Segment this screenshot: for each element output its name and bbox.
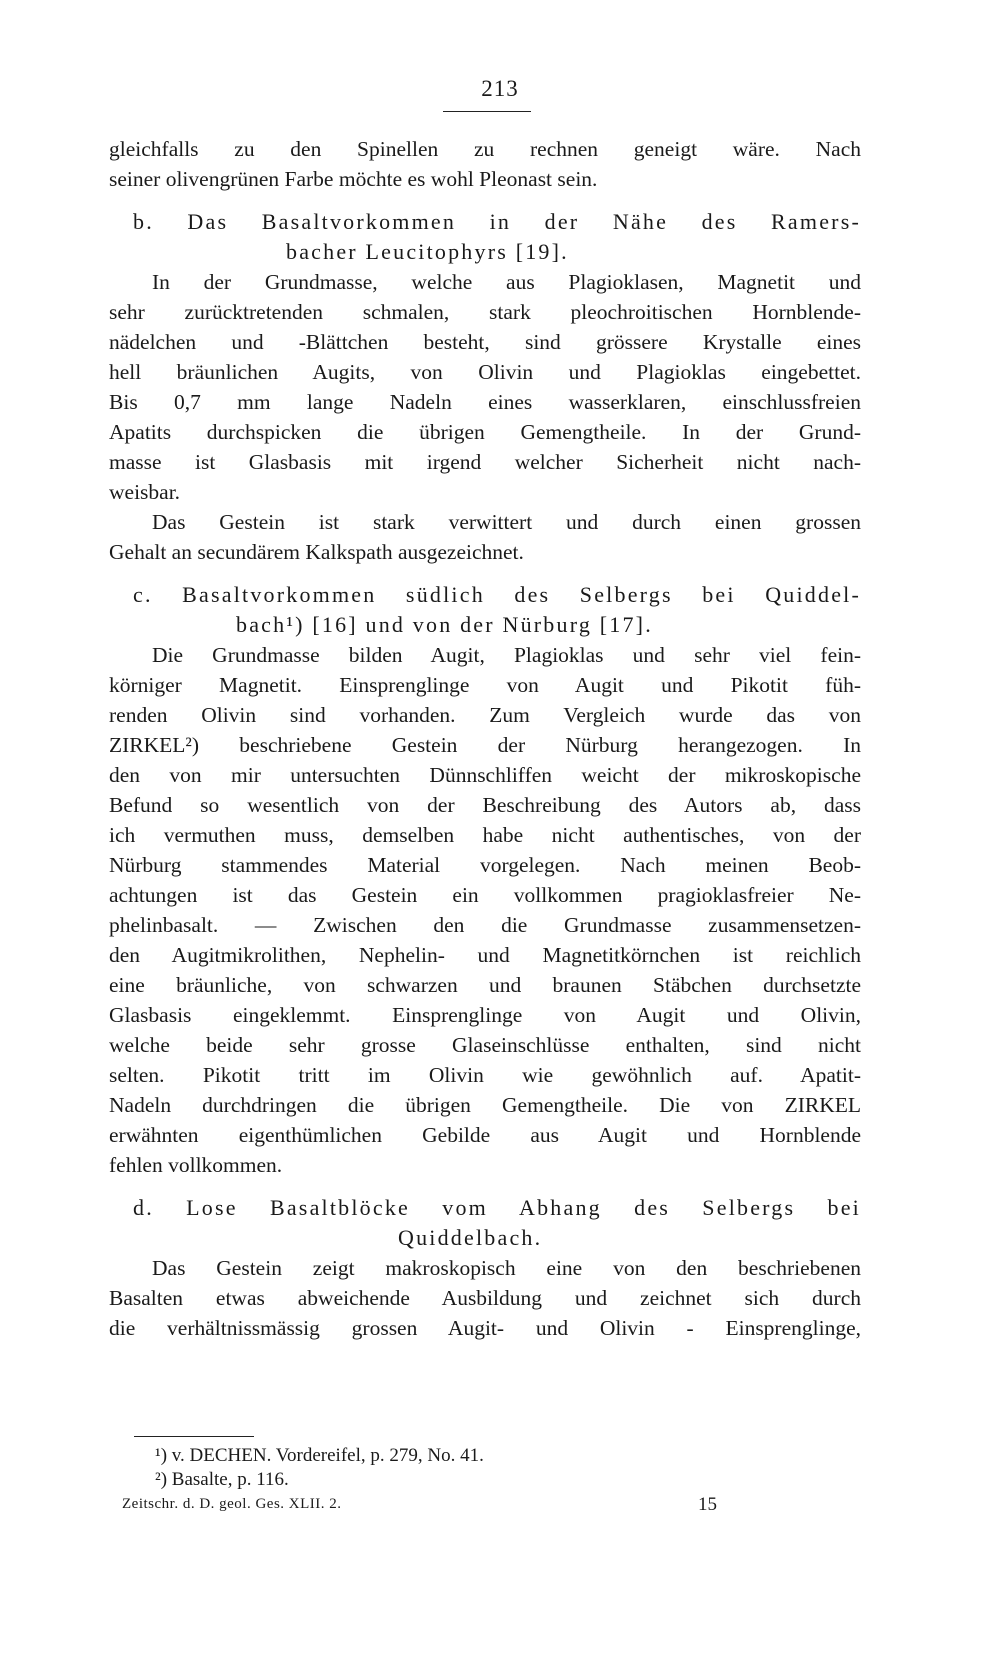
footnote-rule <box>134 1436 254 1437</box>
text-line: den Augitmikrolithen, Nephelin- und Magnetitkörnchen ist reichlich <box>109 943 861 967</box>
section-heading-d: d. Lose Basaltblöcke vom Abhang des Selbergs bei <box>133 1195 861 1220</box>
text-line: Nadeln durchdringen die übrigen Gemengtheile. Die von ZIRKEL <box>109 1093 861 1117</box>
text-line: ZIRKEL²) beschriebene Gestein der Nürburg herangezogen. In <box>109 733 861 757</box>
text-line: selten. Pikotit tritt im Olivin wie gewöhnlich auf. Apatit- <box>109 1063 861 1087</box>
text-line: hell bräunlichen Augits, von Olivin und Plagioklas eingebettet. <box>109 360 861 384</box>
paragraph-indent-line: Die Grundmasse bilden Augit, Plagioklas und sehr viel fein- <box>152 643 861 667</box>
section-heading-c: c. Basaltvorkommen südlich des Selbergs bei Quiddel- <box>133 582 861 607</box>
text-line: Gehalt an secundärem Kalkspath ausgezeichnet. <box>109 540 524 564</box>
text-line: Bis 0,7 mm lange Nadeln eines wasserklaren, einschlussfreien <box>109 390 861 414</box>
text-line: Befund so wesentlich von der Beschreibung des Autors ab, dass <box>109 793 861 817</box>
text-line: Glasbasis eingeklemmt. Einsprenglinge von Augit und Olivin, <box>109 1003 861 1027</box>
paragraph-indent-line: In der Grundmasse, welche aus Plagioklasen, Magnetit und <box>152 270 861 294</box>
text-line: phelinbasalt. — Zwischen den die Grundmasse zusammensetzen- <box>109 913 861 937</box>
journal-signature: Zeitschr. d. D. geol. Ges. XLII. 2. <box>122 1496 342 1512</box>
text-line: erwähnten eigenthümlichen Gebilde aus Augit und Hornblende <box>109 1123 861 1147</box>
text-line: ich vermuthen muss, demselben habe nicht authentisches, von der <box>109 823 861 847</box>
text-line: welche beide sehr grosse Glaseinschlüsse enthalten, sind nicht <box>109 1033 861 1057</box>
text-line: renden Olivin sind vorhanden. Zum Vergleich wurde das von <box>109 703 861 727</box>
text-line: körniger Magnetit. Einsprenglinge von Augit und Pikotit füh- <box>109 673 861 697</box>
text-line: achtungen ist das Gestein ein vollkommen pragioklasfreier Ne- <box>109 883 861 907</box>
text-line: nädelchen und -Blättchen besteht, sind grössere Krystalle eines <box>109 330 861 354</box>
text-line: Apatits durchspicken die übrigen Gemengtheile. In der Grund- <box>109 420 861 444</box>
footnote-2: ²) Basalte, p. 116. <box>155 1469 289 1490</box>
text-line: Nürburg stammendes Material vorgelegen. Nach meinen Beob- <box>109 853 861 877</box>
sheet-number: 15 <box>698 1494 717 1515</box>
section-heading-b: b. Das Basaltvorkommen in der Nähe des Ramers- <box>133 209 861 234</box>
text-line: fehlen vollkommen. <box>109 1153 283 1177</box>
text-line: die verhältnissmässig grossen Augit- und Olivin - Einsprenglinge, <box>109 1316 861 1340</box>
text-line: weisbar. <box>109 480 181 504</box>
text-line: seiner olivengrünen Farbe möchte es wohl Pleonast sein. <box>109 167 598 191</box>
footnote-1: ¹) v. DECHEN. Vordereifel, p. 279, No. 41. <box>155 1445 484 1466</box>
page-number-rule <box>443 111 531 112</box>
text-line: sehr zurücktretenden schmalen, stark pleochroitischen Hornblende- <box>109 300 861 324</box>
text-line: Basalten etwas abweichende Ausbildung und zeichnet sich durch <box>109 1286 861 1310</box>
section-heading-b-cont: bacher Leucitophyrs [19]. <box>286 239 569 264</box>
text-line: eine bräunliche, von schwarzen und braunen Stäbchen durchsetzte <box>109 973 861 997</box>
text-line: den von mir untersuchten Dünnschliffen weicht der mikroskopische <box>109 763 861 787</box>
text-line: masse ist Glasbasis mit irgend welcher Sicherheit nicht nach- <box>109 450 861 474</box>
section-heading-d-cont: Quiddelbach. <box>398 1225 543 1250</box>
paragraph-indent-line: Das Gestein zeigt makroskopisch eine von den beschriebenen <box>152 1256 861 1280</box>
page-number: 213 <box>481 76 519 101</box>
section-heading-c-cont: bach¹) [16] und von der Nürburg [17]. <box>236 612 653 637</box>
paragraph-indent-line: Das Gestein ist stark verwittert und durch einen grossen <box>152 510 861 534</box>
text-line: gleichfalls zu den Spinellen zu rechnen geneigt wäre. Nach <box>109 137 861 161</box>
